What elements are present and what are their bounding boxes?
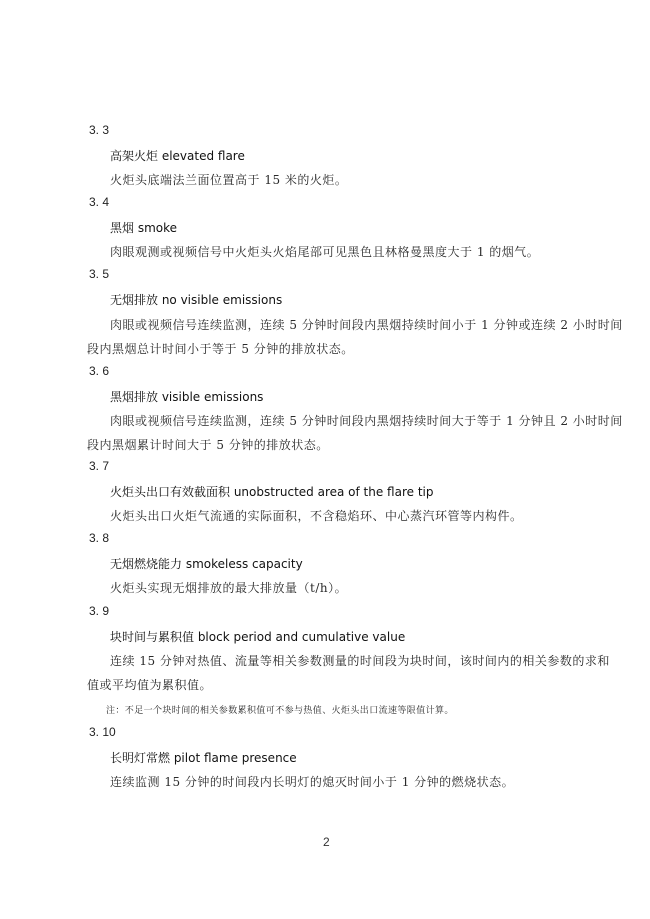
term-heading: 火炬头出口有效截面积 unobstructed area of the flare tip (110, 485, 434, 499)
definition-text-continued: 段内黑烟总计时间小于等于 5 分钟的排放状态。 (87, 342, 354, 356)
section-number: 3. 3 (89, 123, 110, 137)
term-heading: 高架火炬 elevated flare (110, 149, 245, 163)
term-heading: 长明灯常燃 pilot flame presence (110, 751, 297, 765)
section-number: 3. 8 (89, 531, 110, 545)
definition-text: 火炬头底端法兰面位置高于 15 米的火炬。 (110, 173, 348, 187)
definition-text: 肉眼或视频信号连续监测，连续 5 分钟时间段内黑烟持续时间大于等于 1 分钟且 2 小时时间 (110, 414, 623, 428)
section-number: 3. 6 (89, 364, 110, 378)
note-text: 注：不足一个块时间的相关参数累积值可不参与热值、火炬头出口流速等限值计算。 (106, 706, 454, 716)
definition-text-continued: 段内黑烟累计时间大于 5 分钟的排放状态。 (87, 438, 329, 452)
section-number: 3. 9 (89, 604, 110, 618)
section-number: 3. 7 (89, 459, 110, 473)
definition-text: 火炬头实现无烟排放的最大排放量（t/h）。 (110, 581, 348, 595)
definition-text: 肉眼或视频信号连续监测，连续 5 分钟时间段内黑烟持续时间小于 1 分钟或连续 2 小时时间 (110, 318, 623, 332)
definition-text: 肉眼观测或视频信号中火炬头火焰尾部可见黑色且林格曼黑度大于 1 的烟气。 (110, 245, 540, 259)
term-heading: 黑烟 smoke (110, 221, 178, 235)
definition-text: 连续 15 分钟对热值、流量等相关参数测量的时间段为块时间，该时间内的相关参数的求和 (110, 654, 610, 668)
term-heading: 无烟排放 no visible emissions (110, 293, 283, 307)
page-number: 2 (323, 835, 330, 849)
definition-text: 连续监测 15 分钟的时间段内长明灯的熄灭时间小于 1 分钟的燃烧状态。 (110, 775, 515, 789)
section-number: 3. 5 (89, 267, 110, 281)
term-heading: 黑烟排放 visible emissions (110, 390, 264, 404)
term-heading: 无烟燃烧能力 smokeless capacity (110, 557, 303, 571)
term-heading: 块时间与累积值 block period and cumulative value (110, 630, 406, 644)
definition-text: 火炬头出口火炬气流通的实际面积，不含稳焰环、中心蒸汽环管等内构件。 (110, 509, 523, 523)
section-number: 3. 4 (89, 195, 110, 209)
section-number: 3. 10 (89, 725, 116, 739)
definition-text-continued: 值或平均值为累积值。 (87, 678, 213, 692)
